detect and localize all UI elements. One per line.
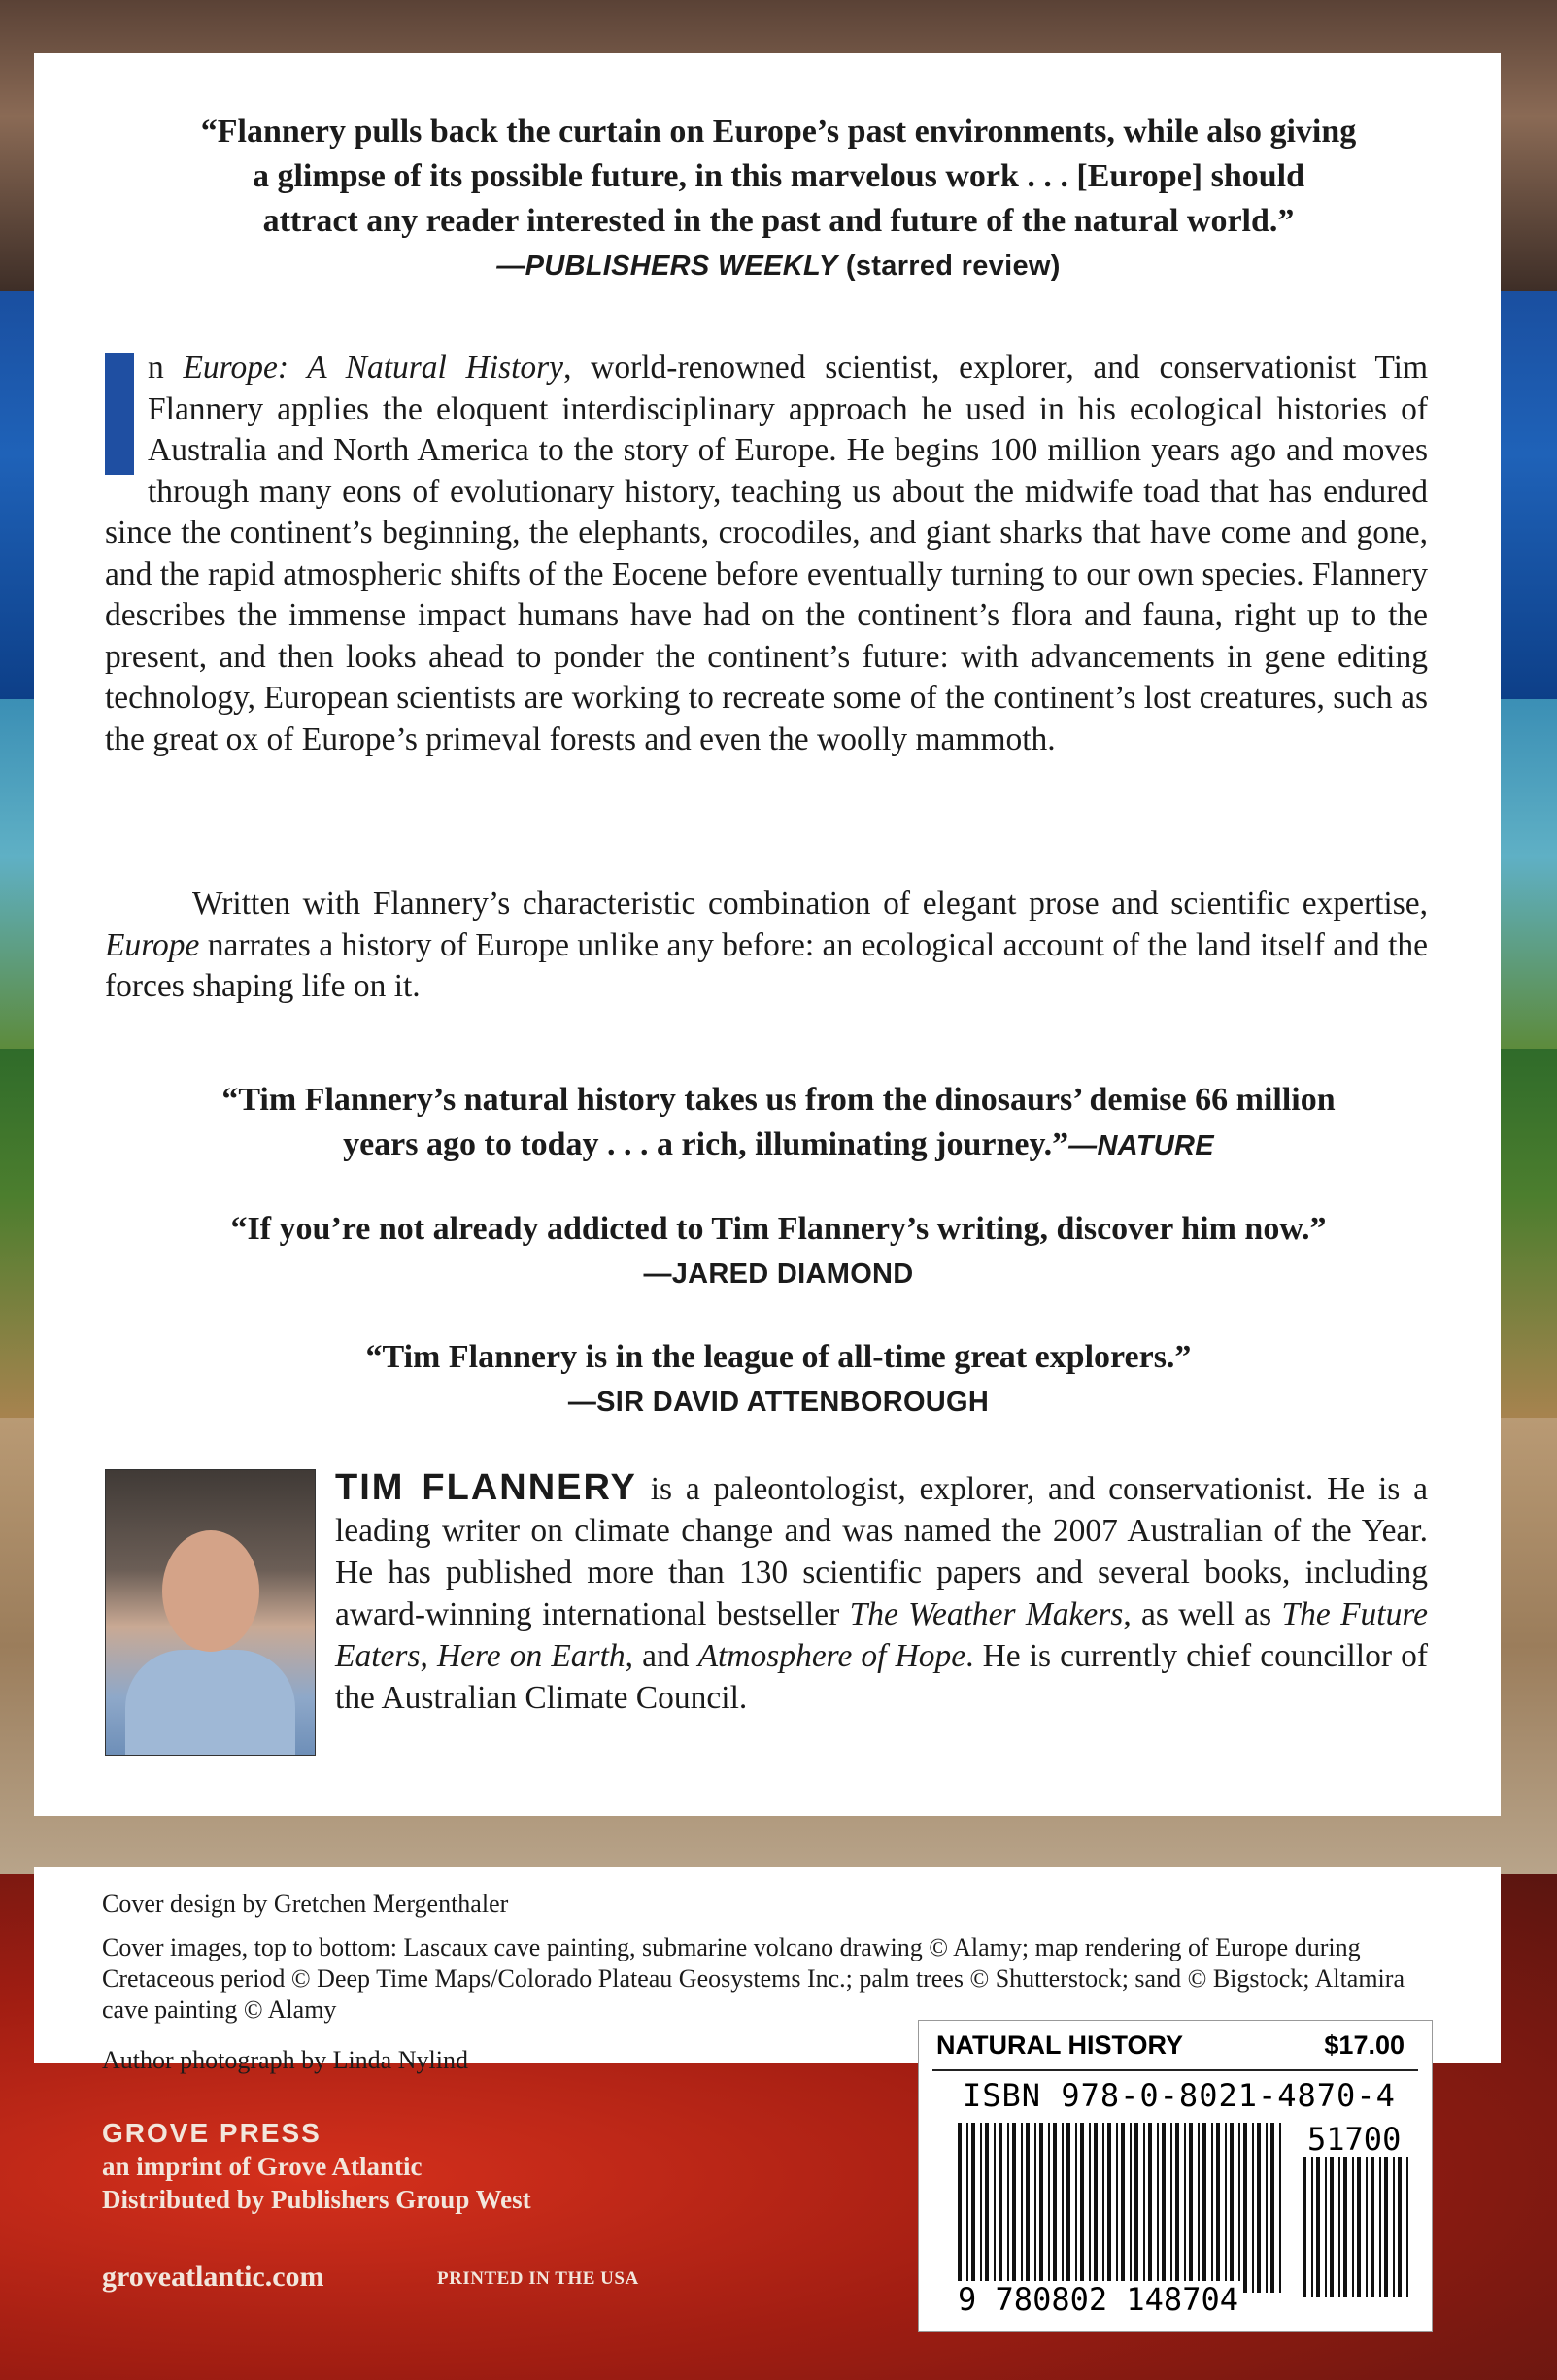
barcode-addon-number: 51700 bbox=[1307, 2121, 1402, 2158]
barcode-stripe bbox=[1252, 2123, 1254, 2293]
barcode-stripe bbox=[1075, 2123, 1077, 2293]
barcode-stripe bbox=[1266, 2123, 1268, 2293]
quote-publishers-weekly bbox=[0, 110, 1557, 288]
barcode-stripe bbox=[1343, 2157, 1347, 2297]
book-title: Europe: A Natural History bbox=[183, 350, 564, 385]
book-title: Here on Earth bbox=[436, 1638, 626, 1674]
barcode-stripe bbox=[1225, 2123, 1227, 2293]
barcode-stripe bbox=[966, 2123, 968, 2293]
barcode-stripe bbox=[1053, 2123, 1057, 2293]
quote-line: “Flannery pulls back the curtain on Europe’s past environments, while also giving bbox=[200, 114, 1357, 150]
barcode-stripe bbox=[1379, 2157, 1381, 2297]
publisher-distributor: Distributed by Publishers Group West bbox=[102, 2185, 531, 2214]
barcode-stripe bbox=[1034, 2123, 1036, 2293]
barcode-stripe bbox=[1066, 2123, 1070, 2293]
barcode-stripe bbox=[1148, 2123, 1152, 2293]
barcode-box bbox=[918, 2020, 1433, 2332]
barcode-stripe bbox=[1048, 2123, 1050, 2293]
barcode-stripe bbox=[1366, 2157, 1368, 2297]
barcode-stripe bbox=[1121, 2123, 1125, 2293]
bio-text: , and bbox=[625, 1638, 698, 1674]
barcode-stripe bbox=[1238, 2123, 1240, 2293]
quote-line: attract any reader interested in the past and future of the natural world.” bbox=[262, 203, 1295, 239]
barcode-stripe bbox=[1202, 2123, 1206, 2293]
barcode-stripe bbox=[1089, 2123, 1091, 2293]
quote-attribution: —SIR DAVID ATTENBOROUGH bbox=[567, 1387, 990, 1418]
author-face bbox=[162, 1530, 259, 1652]
quote-attribution bbox=[0, 244, 1557, 288]
barcode-stripe bbox=[1311, 2157, 1313, 2297]
barcode-stripe bbox=[1316, 2157, 1320, 2297]
barcode-stripe bbox=[1012, 2123, 1016, 2293]
barcode-stripe bbox=[1243, 2123, 1247, 2293]
description-paragraph-2 bbox=[105, 884, 1428, 1008]
category-label: NATURAL HISTORY bbox=[936, 2030, 1184, 2060]
quote-line: “Tim Flannery is in the league of all-time great explorers.” bbox=[365, 1339, 1192, 1375]
barcode-stripe bbox=[1211, 2123, 1213, 2293]
barcode-stripe bbox=[999, 2123, 1002, 2293]
barcode-stripe bbox=[1279, 2123, 1281, 2293]
description-text: Written with Flannery’s characteristic combination of elegant prose and scientific expertise, bbox=[192, 886, 1428, 922]
publisher-name: GROVE PRESS bbox=[102, 2118, 322, 2148]
barcode-stripe bbox=[1216, 2123, 1220, 2293]
barcode-stripe bbox=[1039, 2123, 1043, 2293]
barcode-stripe bbox=[1393, 2157, 1395, 2297]
barcode-stripe bbox=[1157, 2123, 1159, 2293]
barcode-stripe bbox=[1270, 2123, 1274, 2293]
barcode-stripe bbox=[1338, 2157, 1340, 2297]
barcode-stripe bbox=[1080, 2123, 1084, 2293]
book-title: Atmosphere of Hope bbox=[697, 1638, 966, 1674]
barcode-stripe bbox=[1175, 2123, 1179, 2293]
attribution-note: (starred review) bbox=[837, 251, 1061, 282]
quote-attenborough bbox=[0, 1335, 1557, 1425]
quote-jared-diamond bbox=[0, 1207, 1557, 1296]
cover-design-credit: Cover design by Gretchen Mergenthaler bbox=[102, 1890, 509, 1918]
barcode-stripe bbox=[1352, 2157, 1354, 2297]
barcode-number: 9 780802 148704 bbox=[958, 2281, 1238, 2318]
barcode-stripe bbox=[1406, 2157, 1408, 2297]
description-text: n bbox=[148, 350, 184, 385]
quote-attribution: —JARED DIAMOND bbox=[643, 1258, 914, 1290]
barcode-stripe bbox=[1026, 2123, 1030, 2293]
bio-text: , bbox=[420, 1638, 437, 1674]
bio-text: , as well as bbox=[1123, 1596, 1282, 1632]
cover-images-credit: Cover images, top to bottom: Lascaux cave painting, submarine volcano drawing © Alamy; map rendering of Europe during Cretaceous period © Deep Time Maps/Colorado Plateau Geosystems Inc.; palm trees © Shutterstock; sand © Bigstock; Altamira cave painting © Alamy bbox=[102, 1933, 1405, 2024]
barcode-stripe bbox=[1371, 2157, 1374, 2297]
barcode-stripe bbox=[1062, 2123, 1064, 2293]
barcode-addon-bars bbox=[1303, 2157, 1411, 2297]
barcode-stripe bbox=[958, 2123, 962, 2293]
barcode-stripe bbox=[1357, 2157, 1361, 2297]
dropcap-bar bbox=[105, 353, 134, 475]
barcode-stripe bbox=[1007, 2123, 1009, 2293]
isbn-text: ISBN 978-0-8021-4870-4 bbox=[963, 2077, 1396, 2114]
quote-nature bbox=[0, 1078, 1557, 1168]
publisher-website[interactable]: groveatlantic.com bbox=[102, 2261, 324, 2293]
publisher-block bbox=[102, 2117, 531, 2216]
author-bio bbox=[335, 1467, 1428, 1719]
barcode-bars bbox=[958, 2123, 1288, 2293]
author-name: TIM FLANNERY bbox=[335, 1467, 637, 1508]
barcode-stripe bbox=[1134, 2123, 1138, 2293]
barcode-stripe bbox=[1094, 2123, 1098, 2293]
bio-text: . He is currently chief councillor of the Australian Climate Council. bbox=[335, 1638, 1429, 1716]
barcode-stripe bbox=[1162, 2123, 1166, 2293]
barcode-stripe bbox=[1170, 2123, 1172, 2293]
book-title: The Weather Makers bbox=[849, 1596, 1124, 1632]
barcode-stripe bbox=[1325, 2157, 1327, 2297]
barcode-stripe bbox=[1116, 2123, 1118, 2293]
barcode-stripe bbox=[1021, 2123, 1023, 2293]
barcode-stripe bbox=[1384, 2157, 1388, 2297]
book-title: The Future Eaters bbox=[335, 1596, 1429, 1674]
barcode-stripe bbox=[971, 2123, 975, 2293]
price-label: $17.00 bbox=[1324, 2030, 1405, 2060]
barcode-stripe bbox=[1303, 2157, 1306, 2297]
barcode-stripe bbox=[985, 2123, 989, 2293]
barcode-stripe bbox=[1330, 2157, 1334, 2297]
author-shirt bbox=[125, 1650, 295, 1755]
description-text: , world-renowned scientist, explorer, and conservationist Tim Flannery applies the eloquent interdisciplinary approach he used in his ecological histories of Australia and North America to the story of Europe. He begins 100 million years ago and moves through many eons of evolutionary history, teaching us about the midwife toad that has endured since the continent’s beginning, the elephants, crocodiles, and giant sharks that have come and gone, and the rapid atmospheric shifts of the Eocene before eventually turning to our own species. Flannery describes the immense impact humans have had on the continent’s flora and fauna, right up to the present, and then looks ahead to ponder the continent’s future: with advancements in gene editing technology, European scientists are working to recreate some of the continent’s lost creatures, such as the great ox of Europe’s primeval forests and even the woolly mammoth. bbox=[105, 350, 1429, 757]
barcode-stripe bbox=[1230, 2123, 1234, 2293]
barcode-stripe bbox=[1107, 2123, 1111, 2293]
barcode-stripe bbox=[1184, 2123, 1186, 2293]
barcode-stripe bbox=[1143, 2123, 1145, 2293]
barcode-stripe bbox=[1257, 2123, 1261, 2293]
printed-in-label: PRINTED IN THE USA bbox=[437, 2268, 639, 2289]
quote-line: years ago to today . . . a rich, illuminating journey.” bbox=[343, 1126, 1069, 1162]
barcode-stripe bbox=[1102, 2123, 1104, 2293]
bio-text: is a paleontologist, explorer, and conservationist. He is a leading writer on climate change and was named the 2007 Australian of the Year. He has published more than 130 scientific papers and several books, including award-winning international bestseller bbox=[335, 1471, 1428, 1632]
quote-line: “Tim Flannery’s natural history takes us from the dinosaurs’ demise 66 million bbox=[221, 1082, 1336, 1118]
barcode-stripe bbox=[1189, 2123, 1193, 2293]
publisher-imprint: an imprint of Grove Atlantic bbox=[102, 2152, 423, 2181]
description-paragraph-1 bbox=[105, 348, 1428, 760]
quote-line: a glimpse of its possible future, in this marvelous work . . . [Europe] should bbox=[252, 158, 1305, 194]
attribution-source: —PUBLISHERS WEEKLY bbox=[496, 251, 838, 282]
book-title: Europe bbox=[105, 926, 200, 963]
author-photo-credit: Author photograph by Linda Nylind bbox=[102, 2046, 468, 2074]
barcode-stripe bbox=[1130, 2123, 1132, 2293]
barcode-stripe bbox=[1198, 2123, 1200, 2293]
barcode-divider bbox=[932, 2069, 1418, 2071]
description-text: narrates a history of Europe unlike any before: an ecological account of the land itself and the forces shaping life on it. bbox=[105, 926, 1428, 1004]
quote-line: “If you’re not already addicted to Tim Flannery’s writing, discover him now.” bbox=[230, 1211, 1327, 1247]
barcode-stripe bbox=[1398, 2157, 1402, 2297]
barcode-stripe bbox=[980, 2123, 982, 2293]
barcode-stripe bbox=[994, 2123, 996, 2293]
author-photo bbox=[105, 1469, 316, 1756]
quote-attribution: —NATURE bbox=[1068, 1130, 1214, 1161]
